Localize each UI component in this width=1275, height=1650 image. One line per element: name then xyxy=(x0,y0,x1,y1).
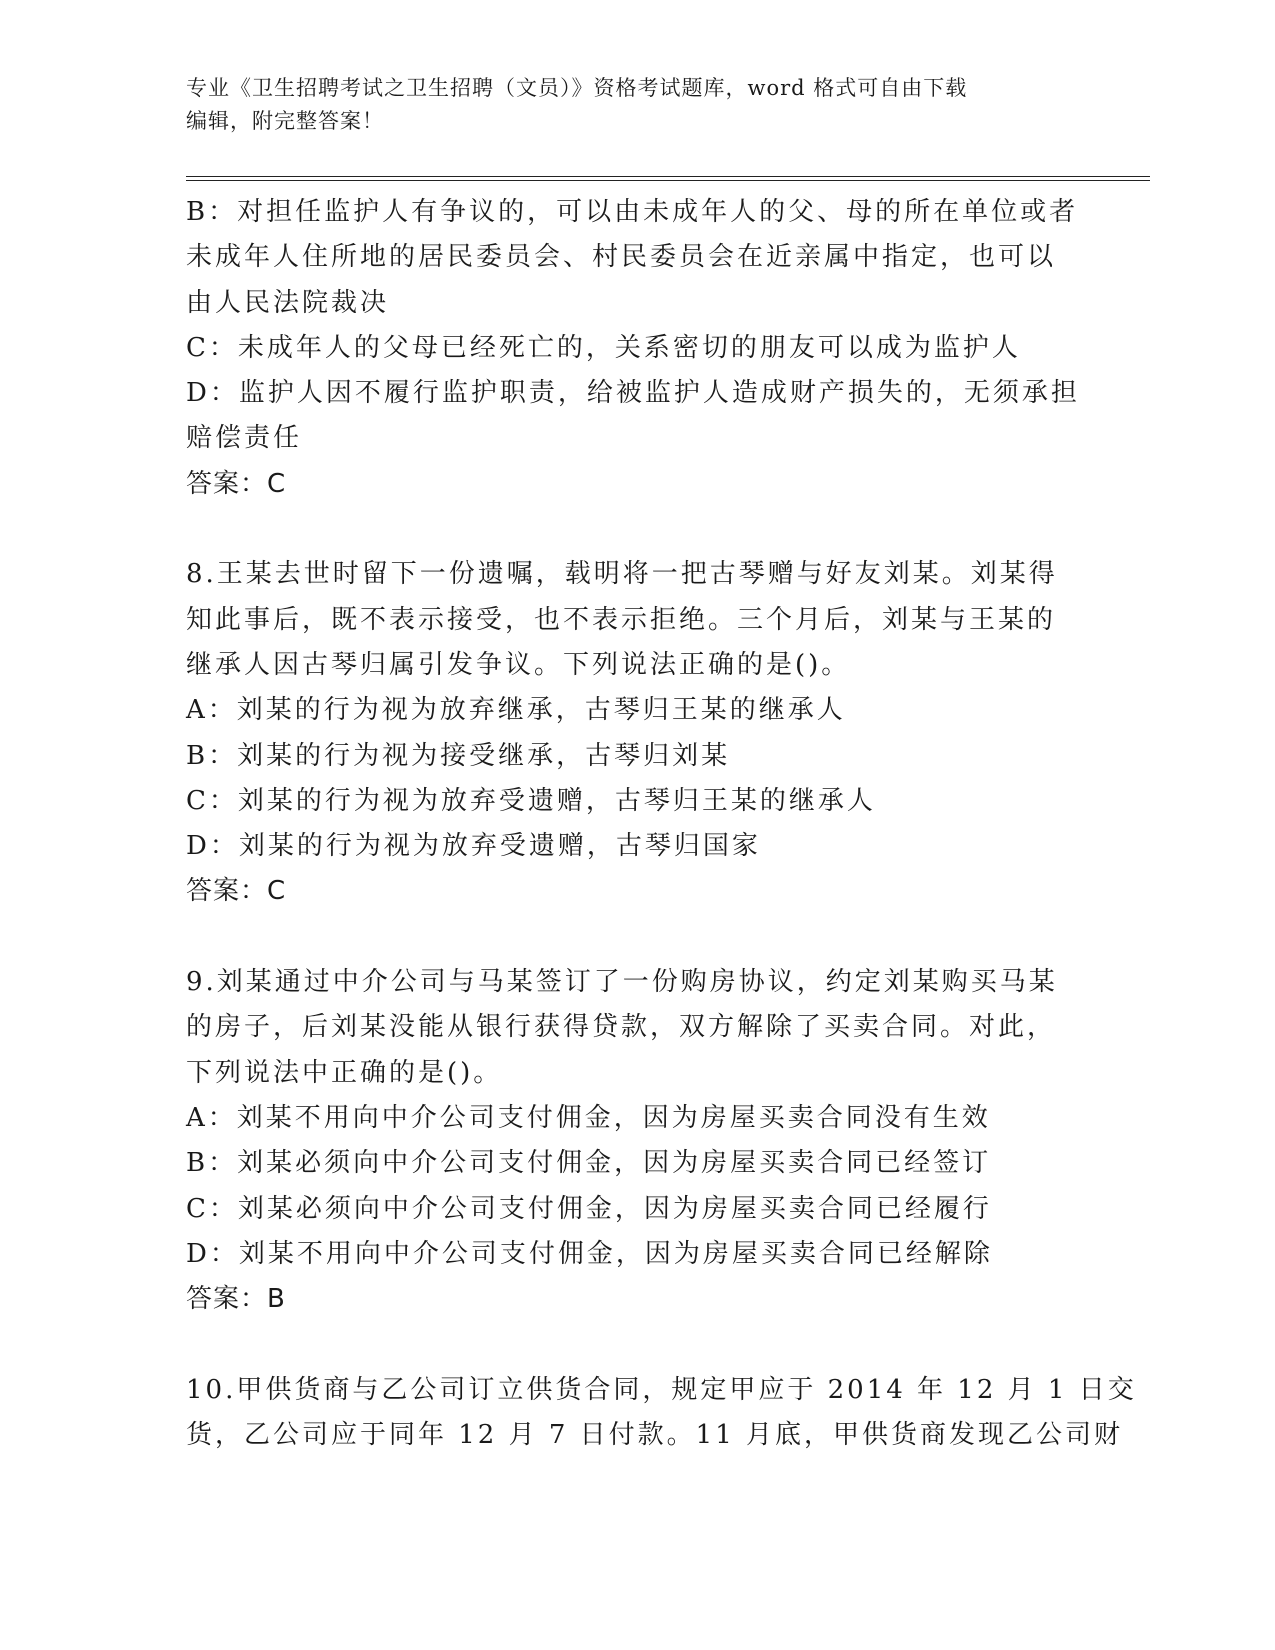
header-line: 编辑，附完整答案！ xyxy=(186,109,384,133)
option-c: C：刘某的行为视为放弃受遗赠，古琴归王某的继承人 xyxy=(186,785,876,816)
question-stem-line: 9.刘某通过中介公司与马某签订了一份购房协议，约定刘某购买马某 xyxy=(186,967,1058,998)
answer: 答案：C xyxy=(186,876,287,907)
option-c: C：未成年人的父母已经死亡的，关系密切的朋友可以成为监护人 xyxy=(186,332,1021,363)
question-stem-line: 的房子，后刘某没能从银行获得贷款，双方解除了买卖合同。对此， xyxy=(186,1012,1057,1043)
spacer xyxy=(186,1322,1086,1367)
option-b: B：刘某的行为视为接受继承，古琴归刘某 xyxy=(186,740,731,771)
answer: 答案：C xyxy=(186,468,287,499)
option-b-line: 未成年人住所地的居民委员会、村民委员会在近亲属中指定，也可以 xyxy=(186,242,1057,273)
question-stem-line: 继承人因古琴归属引发争议。下列说法正确的是()。 xyxy=(186,649,851,680)
question-stem-line: 下列说法中正确的是()。 xyxy=(186,1057,503,1088)
question-stem-line: 货，乙公司应于同年 12 月 7 日付款。11 月底，甲供货商发现乙公司财 xyxy=(186,1420,1124,1451)
question-8 xyxy=(186,552,1086,914)
question-9 xyxy=(186,960,1086,1322)
option-c: C：刘某必须向中介公司支付佣金，因为房屋买卖合同已经履行 xyxy=(186,1193,992,1224)
option-b-line: B：对担任监护人有争议的，可以由未成年人的父、母的所在单位或者 xyxy=(186,197,1079,227)
answer: 答案：B xyxy=(186,1284,286,1315)
option-a: A：刘某的行为视为放弃继承，古琴归王某的继承人 xyxy=(186,695,846,726)
question-stem-line: 知此事后，既不表示接受，也不表示拒绝。三个月后，刘某与王某的 xyxy=(186,604,1057,635)
spacer xyxy=(186,507,1086,552)
question-10 xyxy=(186,1368,1137,1459)
header-divider xyxy=(186,176,1150,181)
spacer xyxy=(186,915,1086,960)
option-b-line: 由人民法院裁决 xyxy=(186,287,390,318)
option-d: D：刘某的行为视为放弃受遗赠，古琴归国家 xyxy=(186,831,761,862)
option-d: D：刘某不用向中介公司支付佣金，因为房屋买卖合同已经解除 xyxy=(186,1238,993,1269)
option-a: A：刘某不用向中介公司支付佣金，因为房屋买卖合同没有生效 xyxy=(186,1102,991,1133)
option-d-line: 赔偿责任 xyxy=(186,423,303,454)
option-d-line: D：监护人因不履行监护职责，给被监护人造成财产损失的，无须承担 xyxy=(186,378,1080,409)
document-header xyxy=(186,72,1086,138)
header-line: 专业《卫生招聘考试之卫生招聘（文员）》资格考试题库，word 格式可自由下载 xyxy=(186,76,968,100)
question-stem-line: 10.甲供货商与乙公司订立供货合同，规定甲应于 2014 年 12 月 1 日交 xyxy=(186,1374,1137,1405)
option-b: B：刘某必须向中介公司支付佣金，因为房屋买卖合同已经签订 xyxy=(186,1148,992,1179)
question-7 xyxy=(186,190,1086,507)
question-stem-line: 8.王某去世时留下一份遗嘱，载明将一把古琴赠与好友刘某。刘某得 xyxy=(186,559,1058,590)
question-content xyxy=(186,190,1137,1458)
